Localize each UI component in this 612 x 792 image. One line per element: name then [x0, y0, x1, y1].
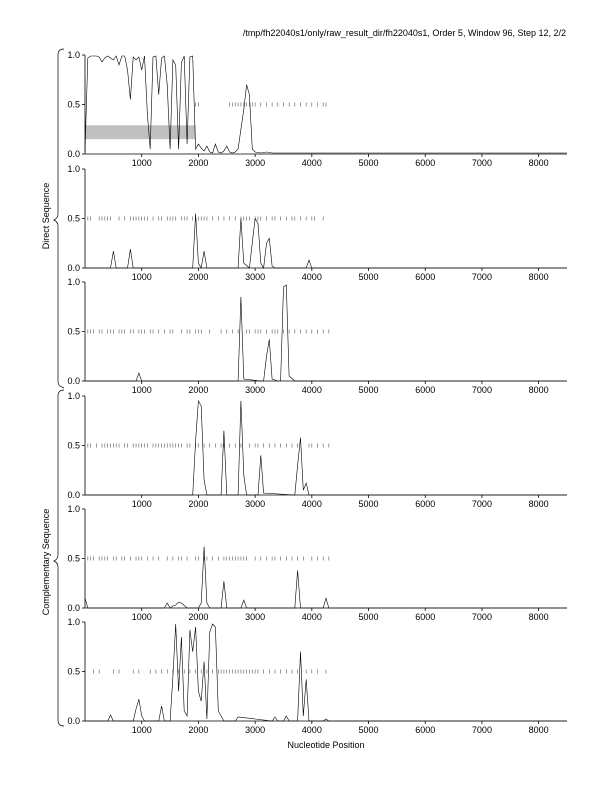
x-tick-label: 8000: [528, 272, 549, 282]
x-tick-label: 8000: [528, 725, 549, 735]
x-tick-label: 2000: [188, 385, 209, 395]
x-tick-label: 5000: [358, 725, 379, 735]
complementary-bracket: [54, 390, 64, 726]
chart-panel-2: [67, 164, 567, 282]
x-tick-label: 2000: [188, 272, 209, 282]
y-tick-label: 0.5: [67, 666, 80, 677]
direct-bracket: [54, 49, 64, 388]
x-tick-label: 4000: [301, 725, 322, 735]
x-tick-label: 1000: [131, 158, 152, 168]
x-tick-label: 3000: [245, 499, 266, 509]
x-tick-label: 7000: [471, 158, 492, 168]
x-tick-label: 2000: [188, 725, 209, 735]
series-line: [85, 214, 567, 268]
x-tick-label: 4000: [301, 272, 322, 282]
y-tick-label: 0.5: [67, 326, 80, 337]
x-tick-label: 1000: [131, 612, 152, 622]
x-tick-label: 2000: [188, 499, 209, 509]
series-line: [85, 401, 567, 495]
x-tick-label: 7000: [471, 499, 492, 509]
x-tick-label: 1000: [131, 725, 152, 735]
x-tick-label: 3000: [245, 272, 266, 282]
x-tick-label: 5000: [358, 612, 379, 622]
x-tick-label: 4000: [301, 612, 322, 622]
chart-panel-1: [67, 50, 567, 168]
plot-panels: [67, 50, 567, 735]
y-tick-label: 0.0: [67, 376, 80, 386]
x-tick-label: 7000: [471, 385, 492, 395]
series-line: [85, 285, 567, 381]
y-tick-label: 1.0: [67, 50, 80, 60]
chart-panel-3: [67, 277, 567, 395]
y-tick-label: 1.0: [67, 617, 80, 627]
y-tick-label: 0.5: [67, 213, 80, 224]
x-tick-label: 3000: [245, 725, 266, 735]
x-tick-label: 4000: [301, 385, 322, 395]
x-tick-label: 8000: [528, 499, 549, 509]
y-tick-label: 0.0: [67, 263, 80, 273]
y-tick-label: 0.0: [67, 490, 80, 500]
y-tick-label: 0.5: [67, 99, 80, 110]
x-tick-label: 7000: [471, 272, 492, 282]
x-tick-label: 1000: [131, 385, 152, 395]
x-tick-label: 3000: [245, 385, 266, 395]
x-tick-label: 1000: [131, 272, 152, 282]
y-tick-label: 0.0: [67, 149, 80, 159]
x-tick-label: 4000: [301, 499, 322, 509]
x-tick-label: 1000: [131, 499, 152, 509]
x-axis-label: Nucleotide Position: [287, 740, 365, 750]
x-tick-label: 5000: [358, 499, 379, 509]
x-tick-label: 3000: [245, 612, 266, 622]
x-tick-label: 8000: [528, 612, 549, 622]
x-tick-label: 6000: [415, 272, 436, 282]
group-label-direct: Direct Sequence: [41, 182, 51, 250]
x-tick-label: 7000: [471, 612, 492, 622]
y-tick-label: 1.0: [67, 277, 80, 287]
x-tick-label: 8000: [528, 385, 549, 395]
y-tick-label: 1.0: [67, 504, 80, 514]
x-tick-label: 6000: [415, 612, 436, 622]
x-tick-label: 7000: [471, 725, 492, 735]
x-tick-label: 5000: [358, 272, 379, 282]
x-tick-label: 6000: [415, 158, 436, 168]
y-tick-label: 0.5: [67, 440, 80, 451]
x-tick-label: 2000: [188, 612, 209, 622]
chart-panel-4: [67, 391, 567, 509]
x-tick-label: 8000: [528, 158, 549, 168]
x-tick-label: 4000: [301, 158, 322, 168]
x-tick-label: 3000: [245, 158, 266, 168]
chart-panel-5: [67, 504, 567, 622]
y-tick-label: 0.0: [67, 603, 80, 613]
x-tick-label: 6000: [415, 725, 436, 735]
y-tick-label: 1.0: [67, 164, 80, 174]
group-label-complementary: Complementary Sequence: [41, 508, 51, 616]
y-tick-label: 0.0: [67, 716, 80, 726]
x-tick-label: 5000: [358, 158, 379, 168]
chart-panel-6: [67, 617, 567, 735]
x-tick-label: 6000: [415, 385, 436, 395]
header-path: /tmp/fh22040s1/only/raw_result_dir/fh22040s1, Order 5, Window 96, Step 12, 2/2: [242, 28, 566, 38]
x-tick-label: 6000: [415, 499, 436, 509]
y-tick-label: 1.0: [67, 391, 80, 401]
series-line: [85, 547, 567, 608]
x-tick-label: 2000: [188, 158, 209, 168]
y-tick-label: 0.5: [67, 553, 80, 564]
x-tick-label: 5000: [358, 385, 379, 395]
